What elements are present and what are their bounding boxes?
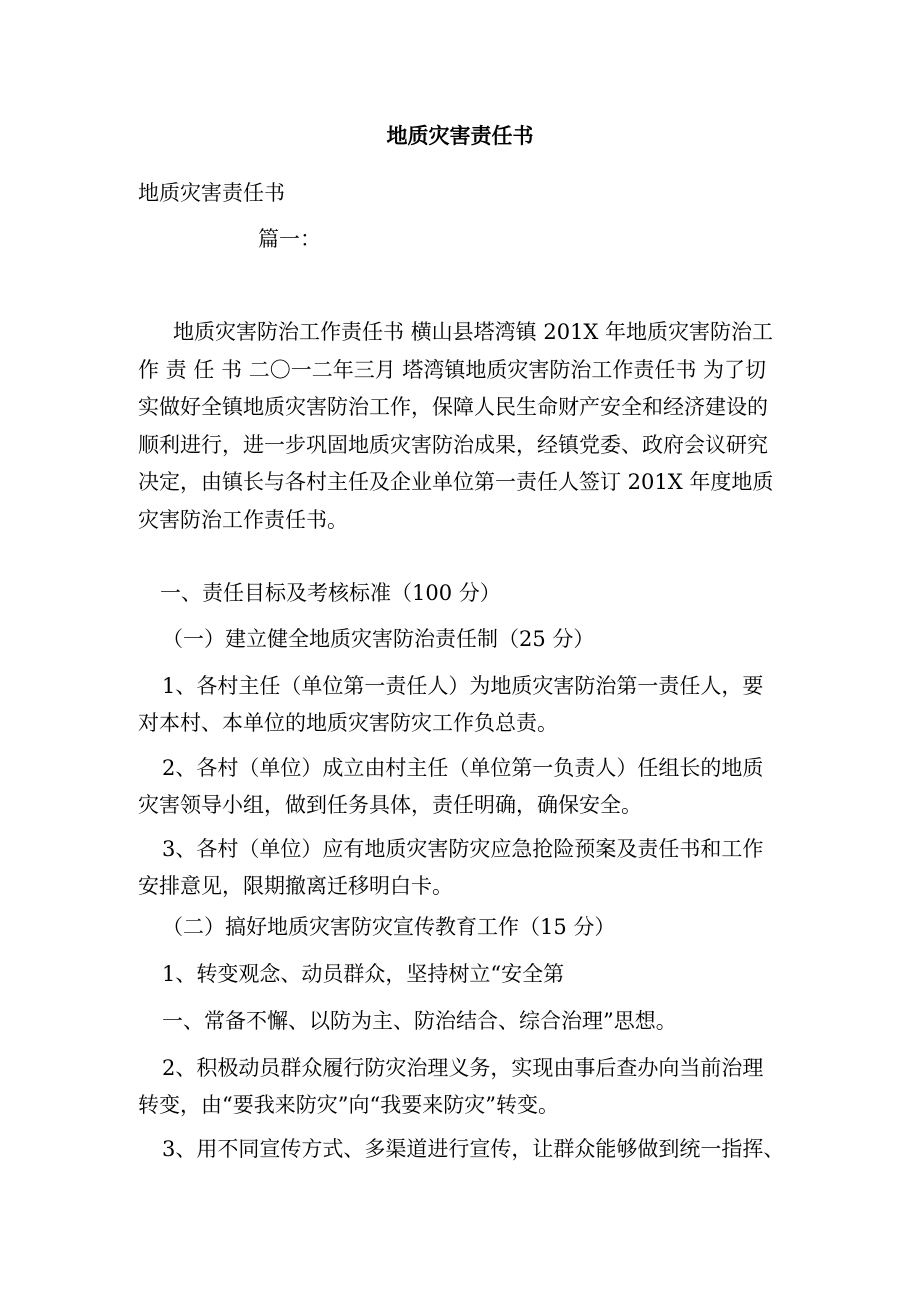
item-line: 对本村、本单位的地质灾害防灾工作负总责。 <box>138 711 558 735</box>
intro-line: 决定，由镇长与各村主任及企业单位第一责任人签订 201X 年度地质 <box>138 470 774 494</box>
intro-line: 灾害防治工作责任书。 <box>138 507 348 532</box>
intro-line: 顺利进行，进一步巩固地质灾害防治成果，经镇党委、政府会议研究 <box>138 432 768 457</box>
section-heading-1: 一、责任目标及考核标准（100 分） <box>160 581 501 605</box>
list-item-continuation: 一、常备不懈、以防为主、防治结合、综合治理”思想。 <box>162 1009 677 1033</box>
intro-line: 实做好全镇地质灾害防治工作，保障人民生命财产安全和经济建设的 <box>138 395 768 419</box>
intro-paragraph <box>138 314 788 539</box>
list-item <box>138 1050 788 1124</box>
list-item <box>138 831 788 905</box>
list-item <box>138 668 788 742</box>
item-line: 1、各村主任（单位第一责任人）为地质灾害防治第一责任人，要 <box>162 674 764 698</box>
item-line: 2、积极动员群众履行防灾治理义务，实现由事后查办向当前治理 <box>162 1056 764 1080</box>
list-item: 3、用不同宣传方式、多渠道进行宣传，让群众能够做到统一指挥、 <box>162 1137 785 1161</box>
document-title: 地质灾害责任书 <box>386 123 534 148</box>
sub-heading-1: （一）建立健全地质灾害防治责任制（25 分） <box>162 627 595 651</box>
intro-line: 作 责 任 书 二〇一二年三月 塔湾镇地质灾害防治工作责任书 为了切 <box>138 357 767 382</box>
item-line: 转变，由“要我来防灾”向“我要来防灾”转变。 <box>138 1093 559 1117</box>
section-label: 篇一： <box>258 227 321 251</box>
intro-line: 地质灾害防治工作责任书 横山县塔湾镇 201X 年地质灾害防治工 <box>173 320 774 344</box>
item-line: 3、各村（单位）应有地质灾害防灾应急抢险预案及责任书和工作 <box>162 837 764 861</box>
item-line: 灾害领导小组，做到任务具体，责任明确，确保安全。 <box>138 793 642 817</box>
list-item <box>138 750 788 824</box>
document-subtitle: 地质灾害责任书 <box>138 181 285 205</box>
item-line: 安排意见，限期撤离迁移明白卡。 <box>138 874 453 898</box>
list-item: 1、转变观念、动员群众，坚持树立“安全第 <box>162 962 565 986</box>
item-line: 2、各村（单位）成立由村主任（单位第一负责人）任组长的地质 <box>162 756 764 780</box>
sub-heading-2: （二）搞好地质灾害防灾宣传教育工作（15 分） <box>162 915 616 939</box>
